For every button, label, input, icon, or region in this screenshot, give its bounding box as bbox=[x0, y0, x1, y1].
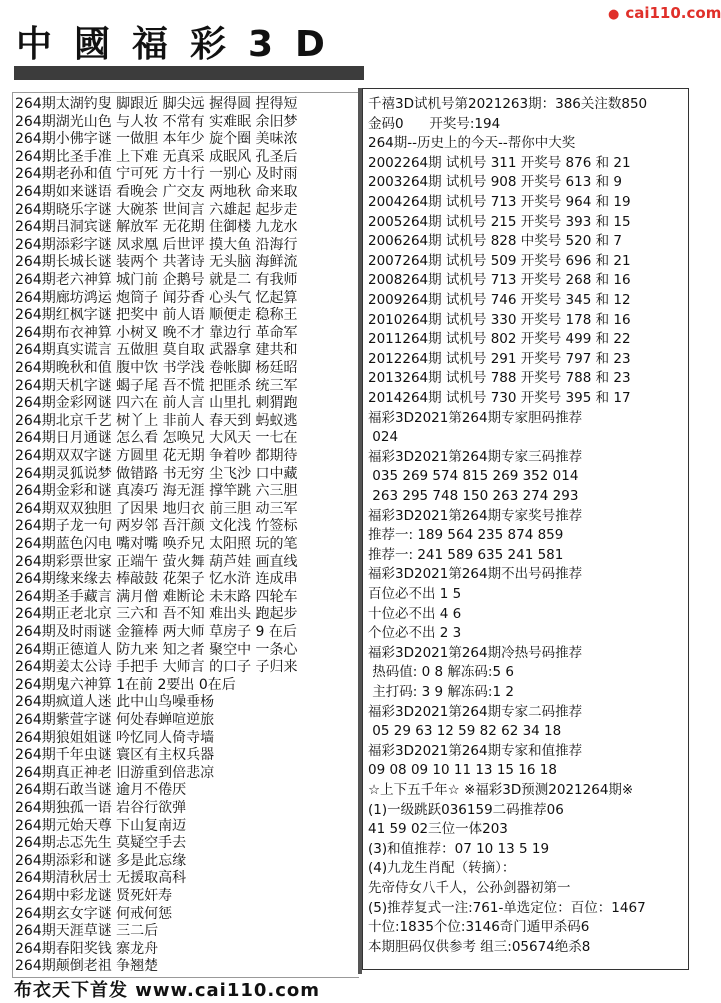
riddle-row: 264期千年虫谜 寰区有主权兵器 bbox=[15, 747, 215, 764]
prediction-row: 推荐一: 189 564 235 874 859 bbox=[368, 527, 564, 544]
riddle-row: 264期中彩龙谜 贤死奸寿 bbox=[15, 888, 173, 904]
prediction-row: 2009264期 试机号 746 开奖号 345 和 12 bbox=[368, 292, 631, 308]
riddle-row: 264期红枫字谜 把奖中 前人语 顺便走 稳称王 bbox=[15, 307, 298, 324]
riddle-row: 264期老孙和值 宁可死 方十行 一别心 及时雨 bbox=[15, 166, 298, 183]
riddle-row: 264期北京千艺 树丫上 非前人 春天到 蚂蚁逃 bbox=[15, 412, 298, 429]
prediction-row: 福彩3D2021第264期专家胆码推荐 bbox=[368, 409, 583, 426]
riddle-row: 264期灵狐说梦 做错路 书无穷 尘飞沙 口中藏 bbox=[15, 465, 298, 482]
prediction-row: 千禧3D试机号第2021263期：386关注数850 bbox=[368, 96, 648, 112]
prediction-row: 2003264期 试机号 908 开奖号 613 和 9 bbox=[368, 174, 622, 191]
riddle-row: 264期春阳奖钱 寨龙舟 bbox=[15, 940, 159, 957]
riddle-row: 264期太湖钓叟 脚跟近 脚尖远 握得圆 捏得短 bbox=[15, 96, 298, 112]
prediction-panel bbox=[362, 88, 689, 970]
riddle-row: 264期缘来缘去 棒敲鼓 花架子 忆水浒 连成串 bbox=[15, 571, 298, 588]
riddle-row: 264期金彩和谜 真凑巧 海无涯 撑竿跳 六三胆 bbox=[15, 483, 298, 500]
prediction-row: 263 295 748 150 263 274 293 bbox=[368, 488, 579, 504]
prediction-row: 2012264期 试机号 291 开奖号 797 和 23 bbox=[368, 350, 631, 367]
riddle-row: 264期鬼六神算 1在前 2要出 0在后 bbox=[15, 676, 236, 693]
riddle-row: 264期正老北京 三六和 吾不知 难出头 跑起步 bbox=[15, 606, 298, 623]
riddle-row: 264期石敢当谜 逾月不倦厌 bbox=[15, 782, 187, 799]
riddle-row: 264期紫萱字谜 何处春蝉喧逆旅 bbox=[15, 712, 215, 728]
site-watermark bbox=[608, 4, 721, 22]
riddle-row: 264期清秋居士 无援取高科 bbox=[15, 870, 187, 887]
prediction-row: 2002264期 试机号 311 开奖号 876 和 21 bbox=[368, 154, 631, 171]
prediction-row: 推荐一: 241 589 635 241 581 bbox=[368, 546, 564, 563]
prediction-row: 金码0 开奖号:194 bbox=[368, 115, 501, 132]
prediction-row: 2014264期 试机号 730 开奖号 395 和 17 bbox=[368, 390, 631, 406]
prediction-row: 十位必不出 4 6 bbox=[368, 605, 462, 622]
riddle-row: 264期正德道人 防九来 知之者 聚空中 一条心 bbox=[15, 641, 298, 658]
riddle-row: 264期姜太公诗 手把手 大师言 的口子 子归来 bbox=[15, 659, 298, 676]
prediction-row: 热码值: 0 8 解冻码:5 6 bbox=[368, 664, 514, 681]
prediction-row: 福彩3D2021第264期专家二码推荐 bbox=[368, 703, 583, 720]
prediction-row: (4)九龙生肖配（转摘）： bbox=[368, 860, 516, 877]
riddle-row: 264期吕洞宾谜 解放军 无花期 住御楼 九龙水 bbox=[15, 219, 298, 236]
prediction-row: 05 29 63 12 59 82 62 34 18 bbox=[368, 723, 562, 740]
riddle-row: 264期老六神算 城门前 企鹅号 就是二 有我师 bbox=[15, 272, 298, 288]
prediction-row: 福彩3D2021第264期不出号码推荐 bbox=[368, 566, 583, 583]
riddle-row: 264期双双字谜 方圆里 花无期 争着吵 都期待 bbox=[15, 448, 298, 464]
riddle-row: 264期及时雨谜 金箍棒 两大师 草房子 9 在后 bbox=[15, 624, 297, 640]
riddle-row: 264期晓乐字谜 大碗茶 世间言 六雄起 起步走 bbox=[15, 201, 298, 218]
prediction-row: 福彩3D2021第264期冷热号码推荐 bbox=[368, 644, 583, 661]
prediction-row: 09 08 09 10 11 13 15 16 18 bbox=[368, 762, 557, 779]
page-footer: 布衣天下首发 www.cai110.com bbox=[14, 980, 321, 1001]
riddle-row: 264期真正神老 旧游重到倍悲凉 bbox=[15, 764, 215, 781]
prediction-row: 百位必不出 1 5 bbox=[368, 586, 462, 602]
riddle-row: 264期添彩字谜 凤求凰 后世评 摸大鱼 沿海行 bbox=[15, 236, 298, 253]
prediction-row: 264期--历史上的今天--帮你中大奖 bbox=[368, 135, 576, 152]
riddle-row: 264期独孤一语 岩谷行欲弹 bbox=[15, 800, 187, 816]
riddle-row: 264期湖光山色 与人妆 不常有 实难眠 余旧梦 bbox=[15, 113, 298, 130]
page-header bbox=[0, 0, 721, 65]
prediction-row: 2013264期 试机号 788 开奖号 788 和 23 bbox=[368, 370, 631, 387]
riddle-row: 264期晚秋和值 腹中饮 书学浅 卷帐脚 杨廷昭 bbox=[15, 360, 298, 376]
prediction-row: 福彩3D2021第264期专家和值推荐 bbox=[368, 742, 583, 759]
riddle-row: 264期忐忑先生 莫疑空手去 bbox=[15, 835, 187, 852]
riddle-row: 264期比圣手准 上下难 无真采 成眠风 孔圣后 bbox=[15, 148, 298, 165]
prediction-row: (5)推荐复式一注:761-单选定位：百位：1467 bbox=[368, 899, 646, 916]
prediction-row: 福彩3D2021第264期专家奖号推荐 bbox=[368, 507, 583, 524]
riddle-row: 264期圣手藏言 满月僧 难断论 未末路 四轮车 bbox=[15, 588, 298, 605]
riddle-row: 264期子龙一句 两岁邻 吾汗颜 文化浅 竹签标 bbox=[15, 518, 298, 535]
prediction-row: 福彩3D2021第264期专家三码推荐 bbox=[368, 448, 583, 465]
riddle-row: 264期天涯草谜 三二后 bbox=[15, 923, 159, 940]
prediction-row: (3)和值推荐：07 10 13 5 19 bbox=[368, 840, 550, 857]
prediction-row: (1)一级跳跃036159二码推荐06 bbox=[368, 801, 564, 818]
riddle-row: 264期双双独胆 了因果 地归衣 前三胆 动三军 bbox=[15, 500, 298, 517]
riddle-list-panel bbox=[12, 92, 359, 978]
prediction-row: 本期胆码仅供参考 组三:05674绝杀8 bbox=[368, 938, 591, 955]
riddle-row: 264期金彩网谜 四六在 前人言 山里扎 刺猬跑 bbox=[15, 395, 298, 412]
riddle-row: 264期疯道人迷 此中山鸟噪垂杨 bbox=[15, 694, 215, 711]
riddle-row: 264期玄女字谜 何戒何惩 bbox=[15, 905, 173, 922]
prediction-row: 2011264期 试机号 802 开奖号 499 和 22 bbox=[368, 331, 631, 348]
prediction-row: 2010264期 试机号 330 开奖号 178 和 16 bbox=[368, 311, 631, 328]
header-banner-strip bbox=[14, 66, 364, 80]
prediction-row: 2008264期 试机号 713 开奖号 268 和 16 bbox=[368, 272, 631, 289]
riddle-row: 264期小佛字谜 一做胆 本年少 旋个圈 美味浓 bbox=[15, 131, 298, 148]
riddle-row: 264期布衣神算 小树叉 晚不才 靠边行 革命军 bbox=[15, 324, 298, 341]
riddle-row: 264期廊坊鸿运 炮筒子 闻芬香 心头气 忆起算 bbox=[15, 289, 298, 306]
riddle-row: 264期添彩和谜 多是此忘缘 bbox=[15, 852, 187, 869]
prediction-row: 十位:1835个位:3146奇门遁甲杀码6 bbox=[368, 919, 590, 936]
riddle-row: 264期真实谎言 五做胆 莫自取 武器拿 建共和 bbox=[15, 342, 298, 359]
prediction-row: 先帝侍女八千人，公孙剑器初第一 bbox=[368, 880, 571, 896]
prediction-row: 2006264期 试机号 828 中奖号 520 和 7 bbox=[368, 233, 622, 250]
prediction-row: 主打码: 3 9 解冻码:1 2 bbox=[368, 684, 514, 700]
prediction-row: 024 bbox=[368, 429, 399, 446]
riddle-row: 264期蓝色闪电 嘴对嘴 唤乔兄 太阳照 玩的笔 bbox=[15, 536, 298, 552]
prediction-row: 035 269 574 815 269 352 014 bbox=[368, 468, 579, 485]
prediction-row: 41 59 02三位一体203 bbox=[368, 821, 508, 838]
prediction-row: 2005264期 试机号 215 开奖号 393 和 15 bbox=[368, 213, 631, 230]
riddle-row: 264期狼姐姐谜 吟忆同人倚寺墙 bbox=[15, 729, 215, 746]
riddle-row: 264期日月通谜 怎么看 怎唤兄 大风天 一七在 bbox=[15, 430, 298, 447]
page-title: 中國福彩3D bbox=[16, 24, 347, 65]
prediction-row: ☆上下五千年☆ ※福彩3D预测2021264期※ bbox=[368, 782, 634, 798]
riddle-row: 264期如来谜语 看晚会 广交友 两地秋 命来取 bbox=[15, 184, 298, 200]
riddle-row: 264期元始天尊 下山复南迈 bbox=[15, 817, 187, 834]
flame-icon: ● bbox=[608, 7, 620, 22]
prediction-row: 2004264期 试机号 713 开奖号 964 和 19 bbox=[368, 194, 631, 210]
prediction-row: 2007264期 试机号 509 开奖号 696 和 21 bbox=[368, 252, 631, 269]
riddle-row: 264期颠倒老祖 争翘楚 bbox=[15, 958, 159, 975]
prediction-row: 个位必不出 2 3 bbox=[368, 625, 462, 642]
site-name: cai110.com bbox=[625, 4, 721, 22]
riddle-row: 264期长城长谜 装两个 共著诗 无头脑 海鲜流 bbox=[15, 254, 298, 271]
riddle-row: 264期天机字谜 蝎子尾 吾不慌 把匪杀 统三军 bbox=[15, 377, 298, 394]
riddle-row: 264期彩票世家 正端午 萤火舞 葫芦娃 画直线 bbox=[15, 553, 298, 570]
